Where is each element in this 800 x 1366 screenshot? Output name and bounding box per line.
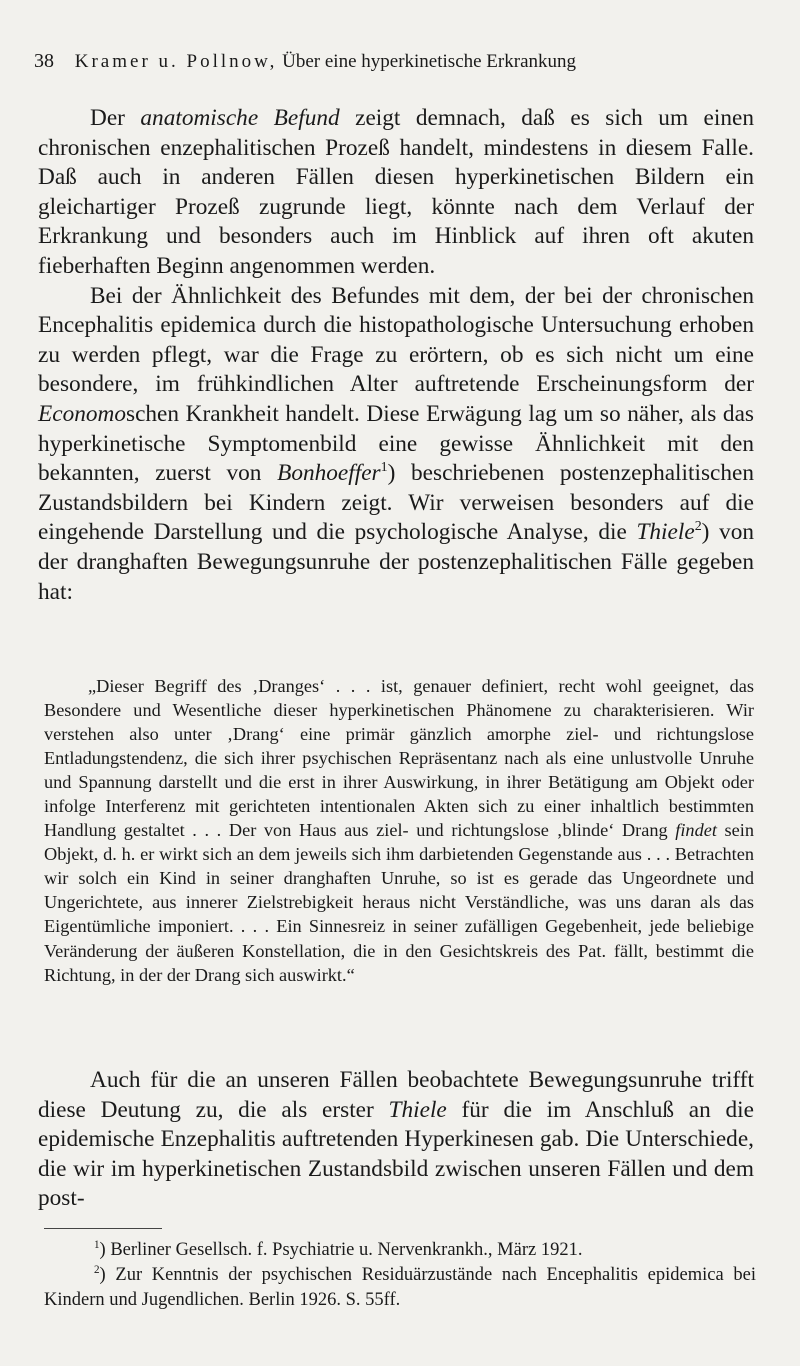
emphasis-thiele: Thiele (388, 1096, 447, 1123)
footnote-ref-1[interactable]: 1 (380, 460, 388, 476)
emphasis-economo: Economo (38, 400, 126, 427)
footnotes (44, 1238, 756, 1313)
footnote-2 (44, 1263, 756, 1313)
text-run: Bei der Ähnlichkeit des Befundes mit dem, der bei der chronischen Encephalitis epidemica durch die histopathologische Untersuchung erhoben zu werden pflegt, war die Frage zu erörtern, ob es sich nicht um eine besondere, im frühkindlichen Alter auftretende Erscheinungsform der (38, 282, 754, 398)
text-run: für die im Anschluß an die epidemische Enzephalitis auftretenden Hyperkinesen gab. Die Unterschiede, die wir im hyperkinetischen Zustandsbild zwischen unseren Fällen und dem post- (38, 1096, 754, 1212)
footnote-marker: 1 (94, 1238, 100, 1251)
running-header (34, 48, 754, 75)
footnote-divider (44, 1228, 162, 1229)
text-run: Der (90, 105, 141, 131)
footnote-ref-2[interactable]: 2 (694, 519, 702, 535)
text-run: „Dieser Begriff des ‚Dranges‘ . . . ist, genauer definiert, recht wohl geeignet, das Besondere und Wesentliche dieser hyperkinetischen Phänomene zu charakterisieren. Wir verstehen also unter ‚Drang‘ eine primär gänzlich amorphe ziel- und richtungslose Entladungstendenz, die sich ihrer psychischen Repräsentanz nach als eine unlustvolle Unruhe und Spannung darstellt und die erst in ihrer Auswirkung, in ihrer Betätigung am Objekt oder infolge Interferenz mit gerichteten intentionalen Akten sich zu einer inhaltlich bestimmten Handlung gestaltet . . . Der von Haus aus ziel- und richtungslose ‚blinde‘ Drang (44, 676, 754, 841)
paragraph-anatomical-findings (38, 104, 754, 282)
paragraph-encephalitis-comparison (38, 282, 754, 608)
text-run: zeigt demnach, daß es sich um einen chronischen enzephalitischen Prozeß handelt, mindestens in diesem Falle. Daß auch in anderen Fällen diesen hyperkinetischen Bildern ein gleichartiger Prozeß zugrunde liegt, könnte nach dem Verlauf der Erkrankung und besonders auch im Hinblick auf ihren oft akuten fieberhaften Beginn angenommen werden. (38, 105, 754, 279)
emphasis-bonhoeffer: Bonhoeffer (277, 460, 381, 487)
body-paragraphs (38, 104, 754, 607)
text-run: schen Krankheit handelt. Diese Erwägung lag um so näher, als das hyperkinetische Symptomenbild eine gewisse Ähnlichkeit mit den bekannten, zuerst von (38, 400, 754, 487)
emphasis-findet: findet (675, 820, 717, 841)
text-run: Auch für die an unseren Fällen beobachtete Bewegungsunruhe trifft diese Deutung zu, die als erster (38, 1067, 754, 1123)
emphasis-thiele: Thiele (636, 519, 695, 546)
emphasis-anatomische-befund: anatomische Befund (140, 105, 340, 131)
header-authors: Kramer u. Pollnow, (74, 51, 278, 72)
block-quote (44, 674, 754, 987)
text-run: sein Objekt, d. h. er wirkt sich an dem jeweils sich ihm darbietenden Gegenstande aus . . . Betrachten wir solch ein Kind in seiner dranghaften Unruhe, so ist es gerade das Ungeordnete und Ungerichtete, aus innerer Zielstrebigkeit heraus nicht Verständliche, was uns daran als das Eigentümliche imponiert. . . . Ein Sinnesreiz in seiner zufälligen Gegebenheit, jede beliebige Veränderung der äußeren Konstellation, die in den Gesichtskreis des Pat. fällt, bestimmt die Richtung, in der der Drang sich auswirkt.“ (44, 820, 754, 985)
page-number: 38 (34, 50, 54, 72)
footnote-1 (44, 1238, 756, 1263)
text-run: ) beschriebenen postenzephalitischen Zustandsbildern bei Kindern zeigt. Wir verweisen besonders auf die eingehende Darstellung und die psychologische Analyse, die (38, 460, 754, 546)
body-paragraph-continued (38, 1066, 754, 1214)
header-title: Über eine hyperkinetische Erkrankung (282, 51, 577, 72)
footnote-text: ) Berliner Gesellsch. f. Psychiatrie u. Nervenkrankh., März 1921. (99, 1240, 583, 1260)
footnote-text: ) Zur Kenntnis der psychischen Residuärzustände nach Encephalitis epidemica bei Kindern und Jugendlichen. Berlin 1926. S. 55ff. (44, 1265, 756, 1310)
footnote-marker: 2 (94, 1263, 100, 1276)
paragraph-thiele-interpretation (38, 1066, 754, 1214)
quote-paragraph (44, 674, 754, 987)
text-run: ) von der dranghaften Bewegungsunruhe der postenzephalitischen Fälle gegeben hat: (38, 519, 754, 605)
